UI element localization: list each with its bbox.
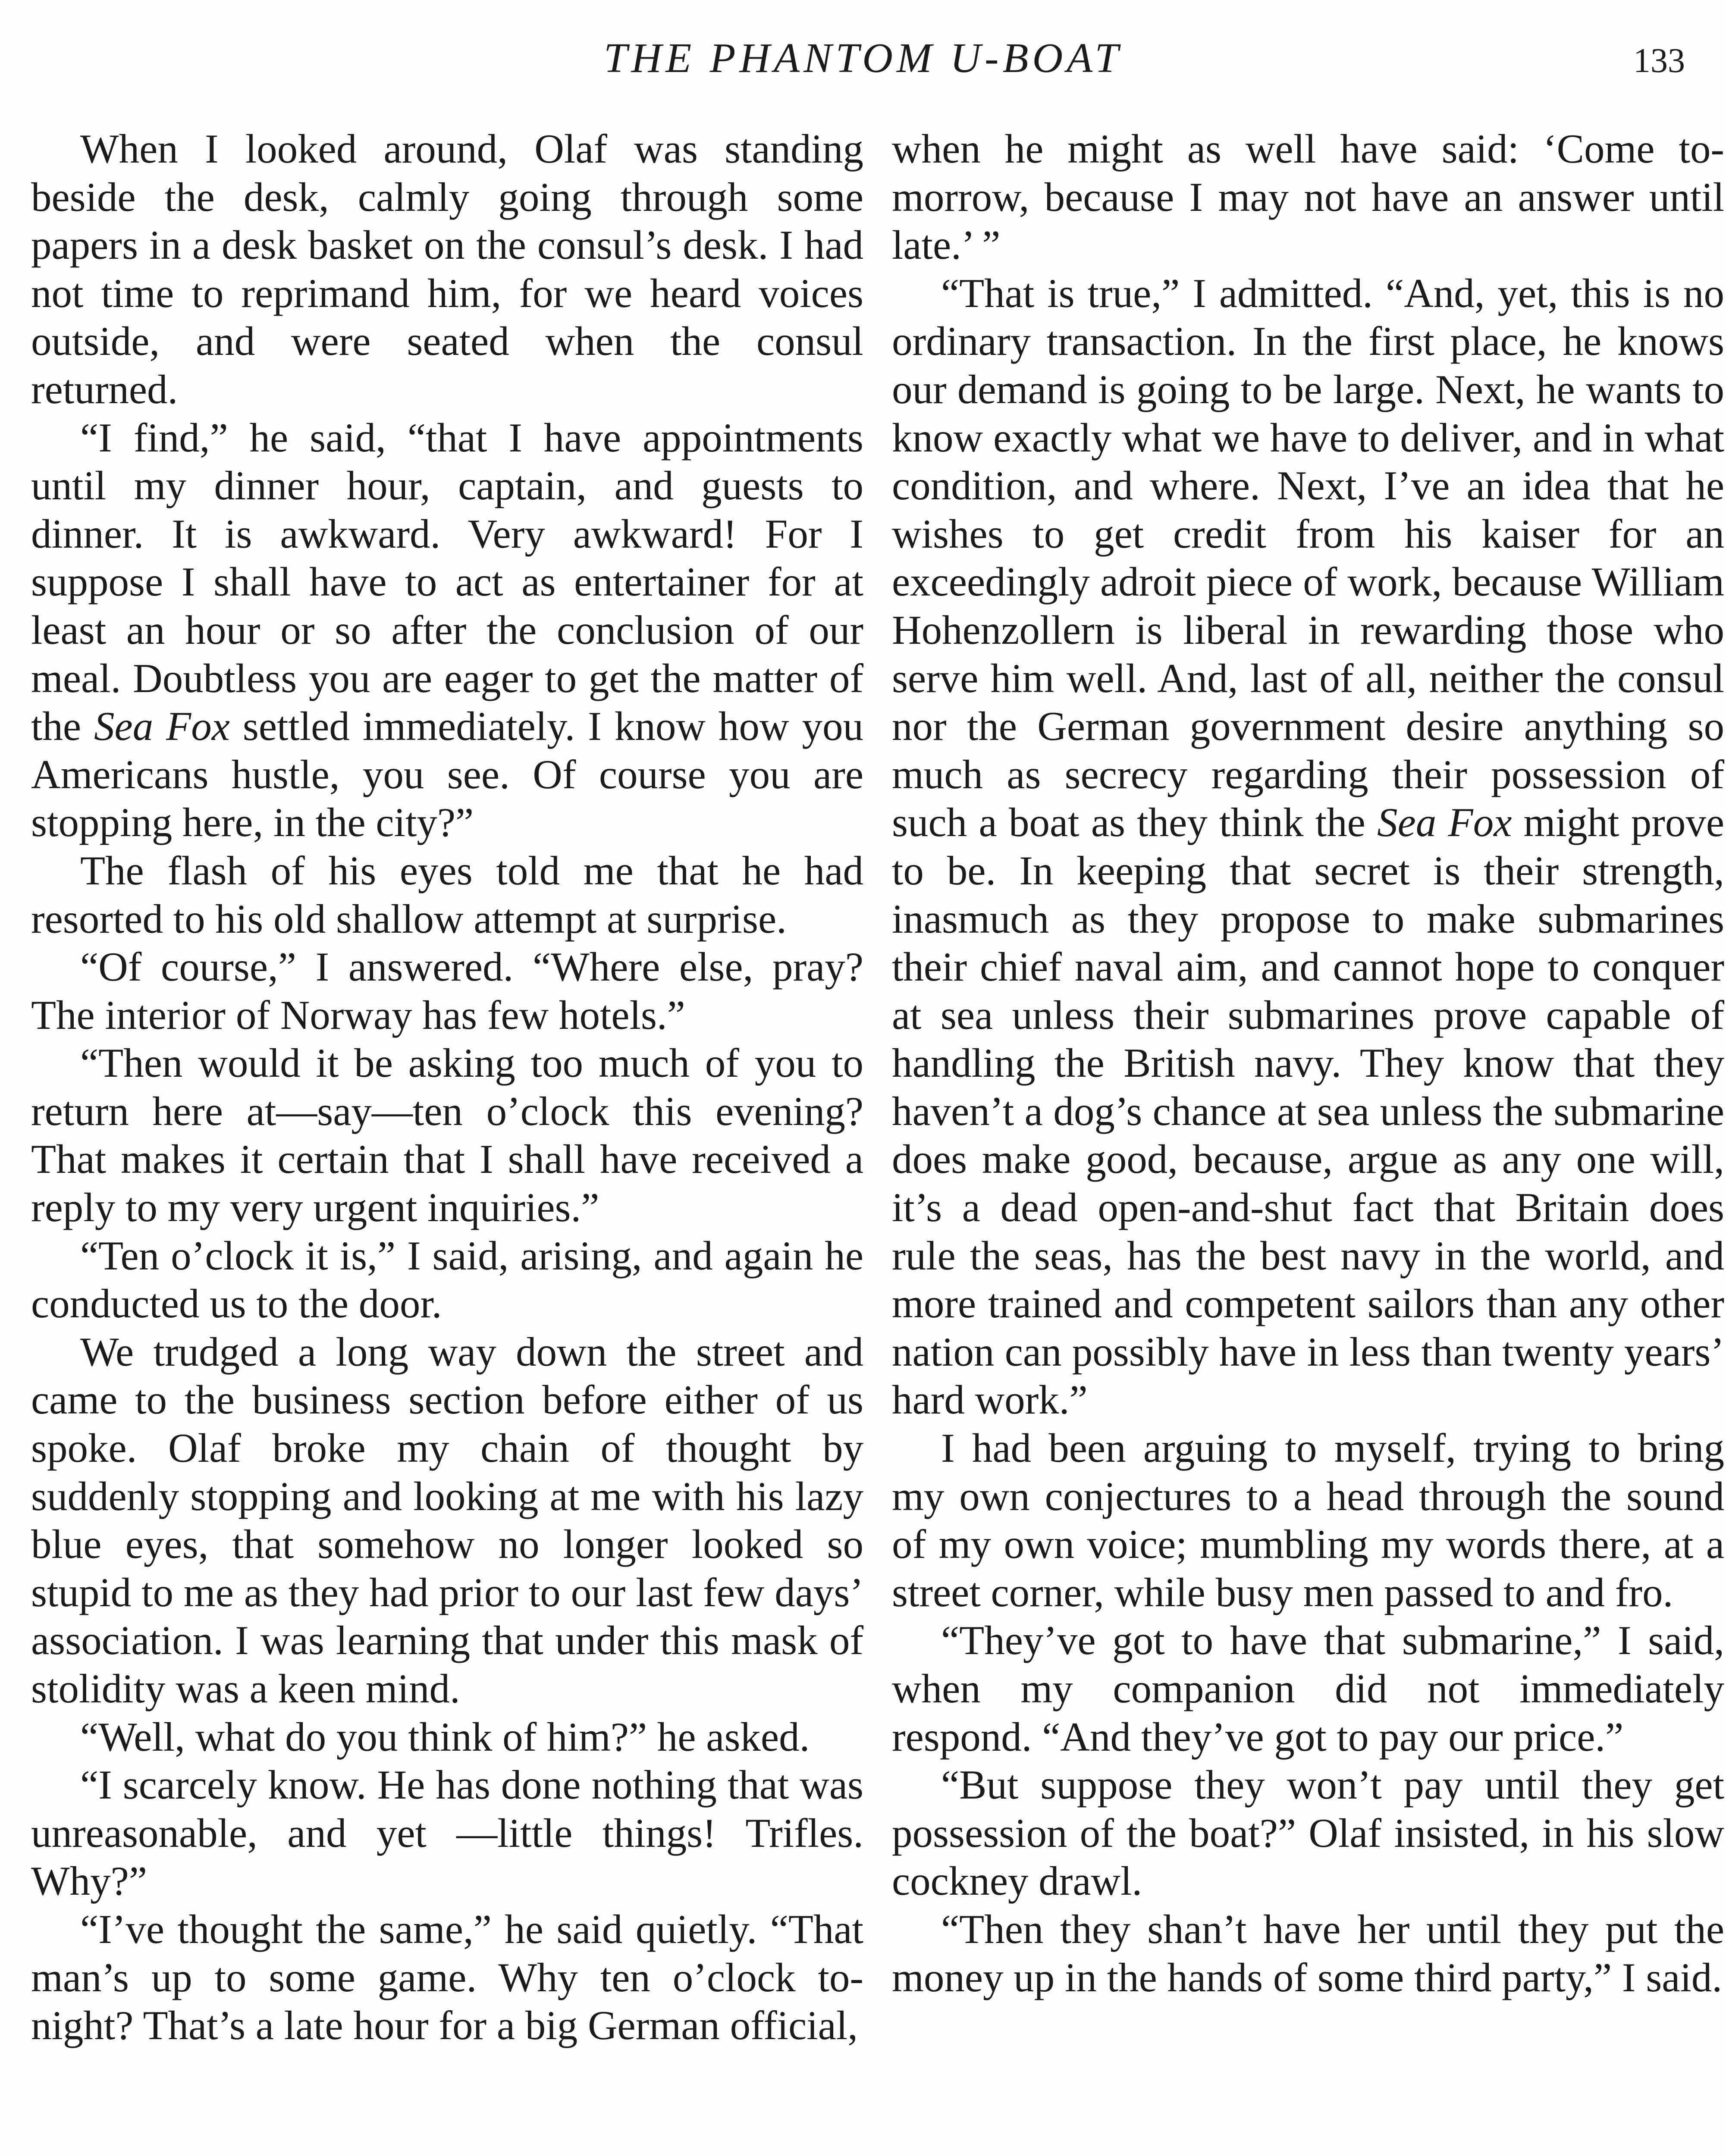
paragraph: “But suppose they won’t pay until they get possession of the boat?” Olaf insisted, in his slow cockney drawl.: [892, 1762, 1724, 1904]
paragraph: “Then they shan’t have her until they put the money up in the hands of some third party,” I said.: [892, 1906, 1724, 2000]
running-title: THE PHANTOM U-BOAT: [604, 35, 1122, 81]
paragraph: “Of course,” I answered. “Where else, pray? The interior of Norway has few hotels.”: [31, 944, 863, 1038]
paragraph: “They’ve got to have that submarine,” I said, when my companion did not immediately respond. “And they’ve got to pay our price.”: [892, 1617, 1724, 1760]
paragraph: “I find,” he said, “that I have appointments until my dinner hour, captain, and guests to dinner. It is awkward. Very awkward! For I suppose I shall have to act as entertainer for at least an hour or so after the conclusion of our meal. Doubtless you are eager to get the matter of the Sea Fox settled immediately. I know how you Americans hustle, you see. Of course you are stopping here, in the city?”: [31, 414, 863, 846]
paragraph: “Ten o’clock it is,” I said, arising, and again he conducted us to the door.: [31, 1232, 863, 1327]
paragraph: “I scarcely know. He has done nothing that was unreasonable, and yet —little things! Trifles. Why?”: [31, 1762, 863, 1904]
left-column: [31, 125, 863, 2050]
paragraph: When I looked around, Olaf was standing beside the desk, calmly going through some papers in a desk basket on the consul’s desk. I had not time to reprimand him, for we heard voices outside, and were seated when the consul returned.: [31, 126, 863, 412]
paragraph: “That is true,” I admitted. “And, yet, this is no ordinary transaction. In the first place, he knows our demand is going to be large. Next, he wants to know exactly what we have to deliver, and in what condition, and where. Next, I’ve an idea that he wishes to get credit from his kaiser for an exceedingly adroit piece of work, because William Hohenzollern is liberal in rewarding those who serve him well. And, last of all, neither the consul nor the German government desire anything so much as secrecy regarding their possession of such a boat as they think the Sea Fox might prove to be. In keeping that secret is their strength, inasmuch as they propose to make submarines their chief naval aim, and cannot hope to conquer at sea unless their submarines prove capable of handling the British navy. They know that they haven’t a dog’s chance at sea unless the submarine does make good, because, argue as any one will, it’s a dead open-and-shut fact that Britain does rule the seas, has the best navy in the world, and more trained and competent sailors than any other nation can possibly have in less than twenty years’ hard work.”: [892, 270, 1724, 1423]
running-header: [0, 30, 1726, 86]
paragraph: I had been arguing to myself, trying to bring my own conjectures to a head through the sound of my own voice; mumbling my words there, at a street corner, while busy men passed to and fro.: [892, 1425, 1724, 1615]
page-number: 133: [1633, 42, 1685, 80]
paragraph: “Well, what do you think of him?” he asked.: [80, 1714, 810, 1760]
continued-paragraph: when he might as well have said: ‘Come to-morrow, because I may not have an answer until late.’ ”: [892, 126, 1724, 268]
paragraph: The flash of his eyes told me that he had resorted to his old shallow attempt at surprise.: [31, 847, 863, 942]
paragraph: “Then would it be asking too much of you to return here at—say—ten o’clock this evening? That makes it certain that I shall have received a reply to my very urgent inquiries.”: [31, 1040, 863, 1231]
paragraph: We trudged a long way down the street and came to the business section before either of us spoke. Olaf broke my chain of thought by suddenly stopping and looking at me with his lazy blue eyes, that somehow no longer looked so stupid to me as they had prior to our last few days’ association. I was learning that under this mask of stolidity was a keen mind.: [31, 1329, 863, 1711]
right-column: [892, 125, 1724, 2002]
paragraph: “I’ve thought the same,” he said quietly. “That man’s up to some game. Why ten o’clock to-night? That’s a late hour for a big German official,: [31, 1906, 863, 2049]
